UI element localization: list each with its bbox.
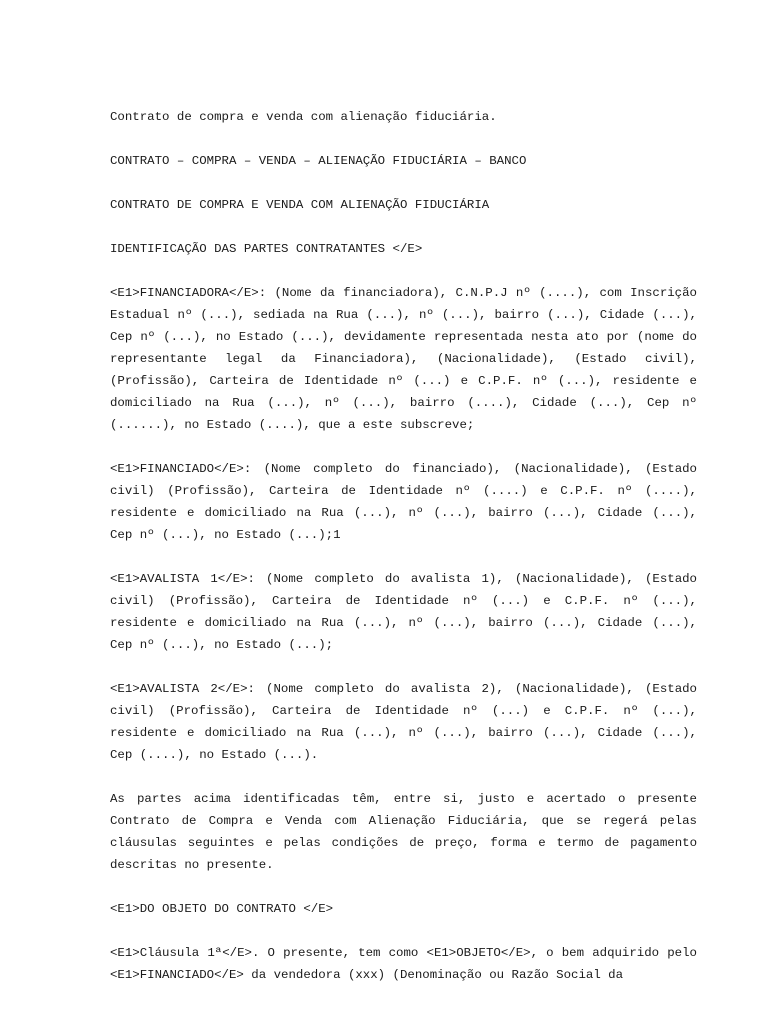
financiado-paragraph: <E1>FINANCIADO</E>: (Nome completo do financiado), (Nacionalidade), (Estado civil) (Profissão), Carteira de Identidade nº (....) e C.P.F. nº (....), residente e domiciliado na Rua (...), nº (...), bairro (...), Cidade (...), Cep nº (...), no Estado (...);1 — [110, 462, 697, 542]
avalista-2-paragraph: <E1>AVALISTA 2</E>: (Nome completo do avalista 2), (Nacionalidade), (Estado civil) (Profissão), Carteira de Identidade nº (...) e C.P.F. nº (...), residente e domiciliado na Rua (...), nº (...), bairro (...), Cidade (...), Cep (....), no Estado (...). — [110, 682, 697, 762]
contract-heading: CONTRATO DE COMPRA E VENDA COM ALIENAÇÃO FIDUCIÁRIA — [110, 198, 490, 212]
avalista-1-paragraph: <E1>AVALISTA 1</E>: (Nome completo do avalista 1), (Nacionalidade), (Estado civil) (Profissão), Carteira de Identidade nº (...) e C.P.F. nº (...), residente e domiciliado na Rua (...), nº (...), bairro (...), Cidade (...), Cep nº (...), no Estado (...); — [110, 572, 697, 652]
document-body — [110, 106, 697, 1008]
parties-agreement-paragraph: As partes acima identificadas têm, entre si, justo e acertado o presente Contrato de Compra e Venda com Alienação Fiduciária, que se regerá pelas cláusulas seguintes e pelas condições de preço, forma e termo de pagamento descritas no presente. — [110, 792, 697, 872]
object-heading: <E1>DO OBJETO DO CONTRATO </E> — [110, 902, 334, 916]
financiadora-paragraph: <E1>FINANCIADORA</E>: (Nome da financiadora), C.N.P.J nº (....), com Inscrição Estadual nº (...), sediada na Rua (...), nº (...), bairro (...), Cidade (...), Cep nº (...), no Estado (...), devidamente representada nesta ato por (nome do representante legal da Financiadora), (Nacionalidade), (Estado civil), (Profissão), Carteira de Identidade nº (...) e C.P.F. nº (...), residente e domiciliado na Rua (...), nº (...), bairro (....), Cidade (...), Cep nº (......), no Estado (....), que a este subscreve; — [110, 286, 697, 432]
clause-1-paragraph: <E1>Cláusula 1ª</E>. O presente, tem como <E1>OBJETO</E>, o bem adquirido pelo <E1>FINANCIADO</E> da vendedora (xxx) (Denominação ou Razão Social da — [110, 946, 697, 982]
document-title-line: Contrato de compra e venda com alienação fiduciária. — [110, 110, 497, 124]
parties-heading: IDENTIFICAÇÃO DAS PARTES CONTRATANTES </E> — [110, 242, 423, 256]
contract-heading-banco: CONTRATO – COMPRA – VENDA – ALIENAÇÃO FIDUCIÁRIA – BANCO — [110, 154, 527, 168]
